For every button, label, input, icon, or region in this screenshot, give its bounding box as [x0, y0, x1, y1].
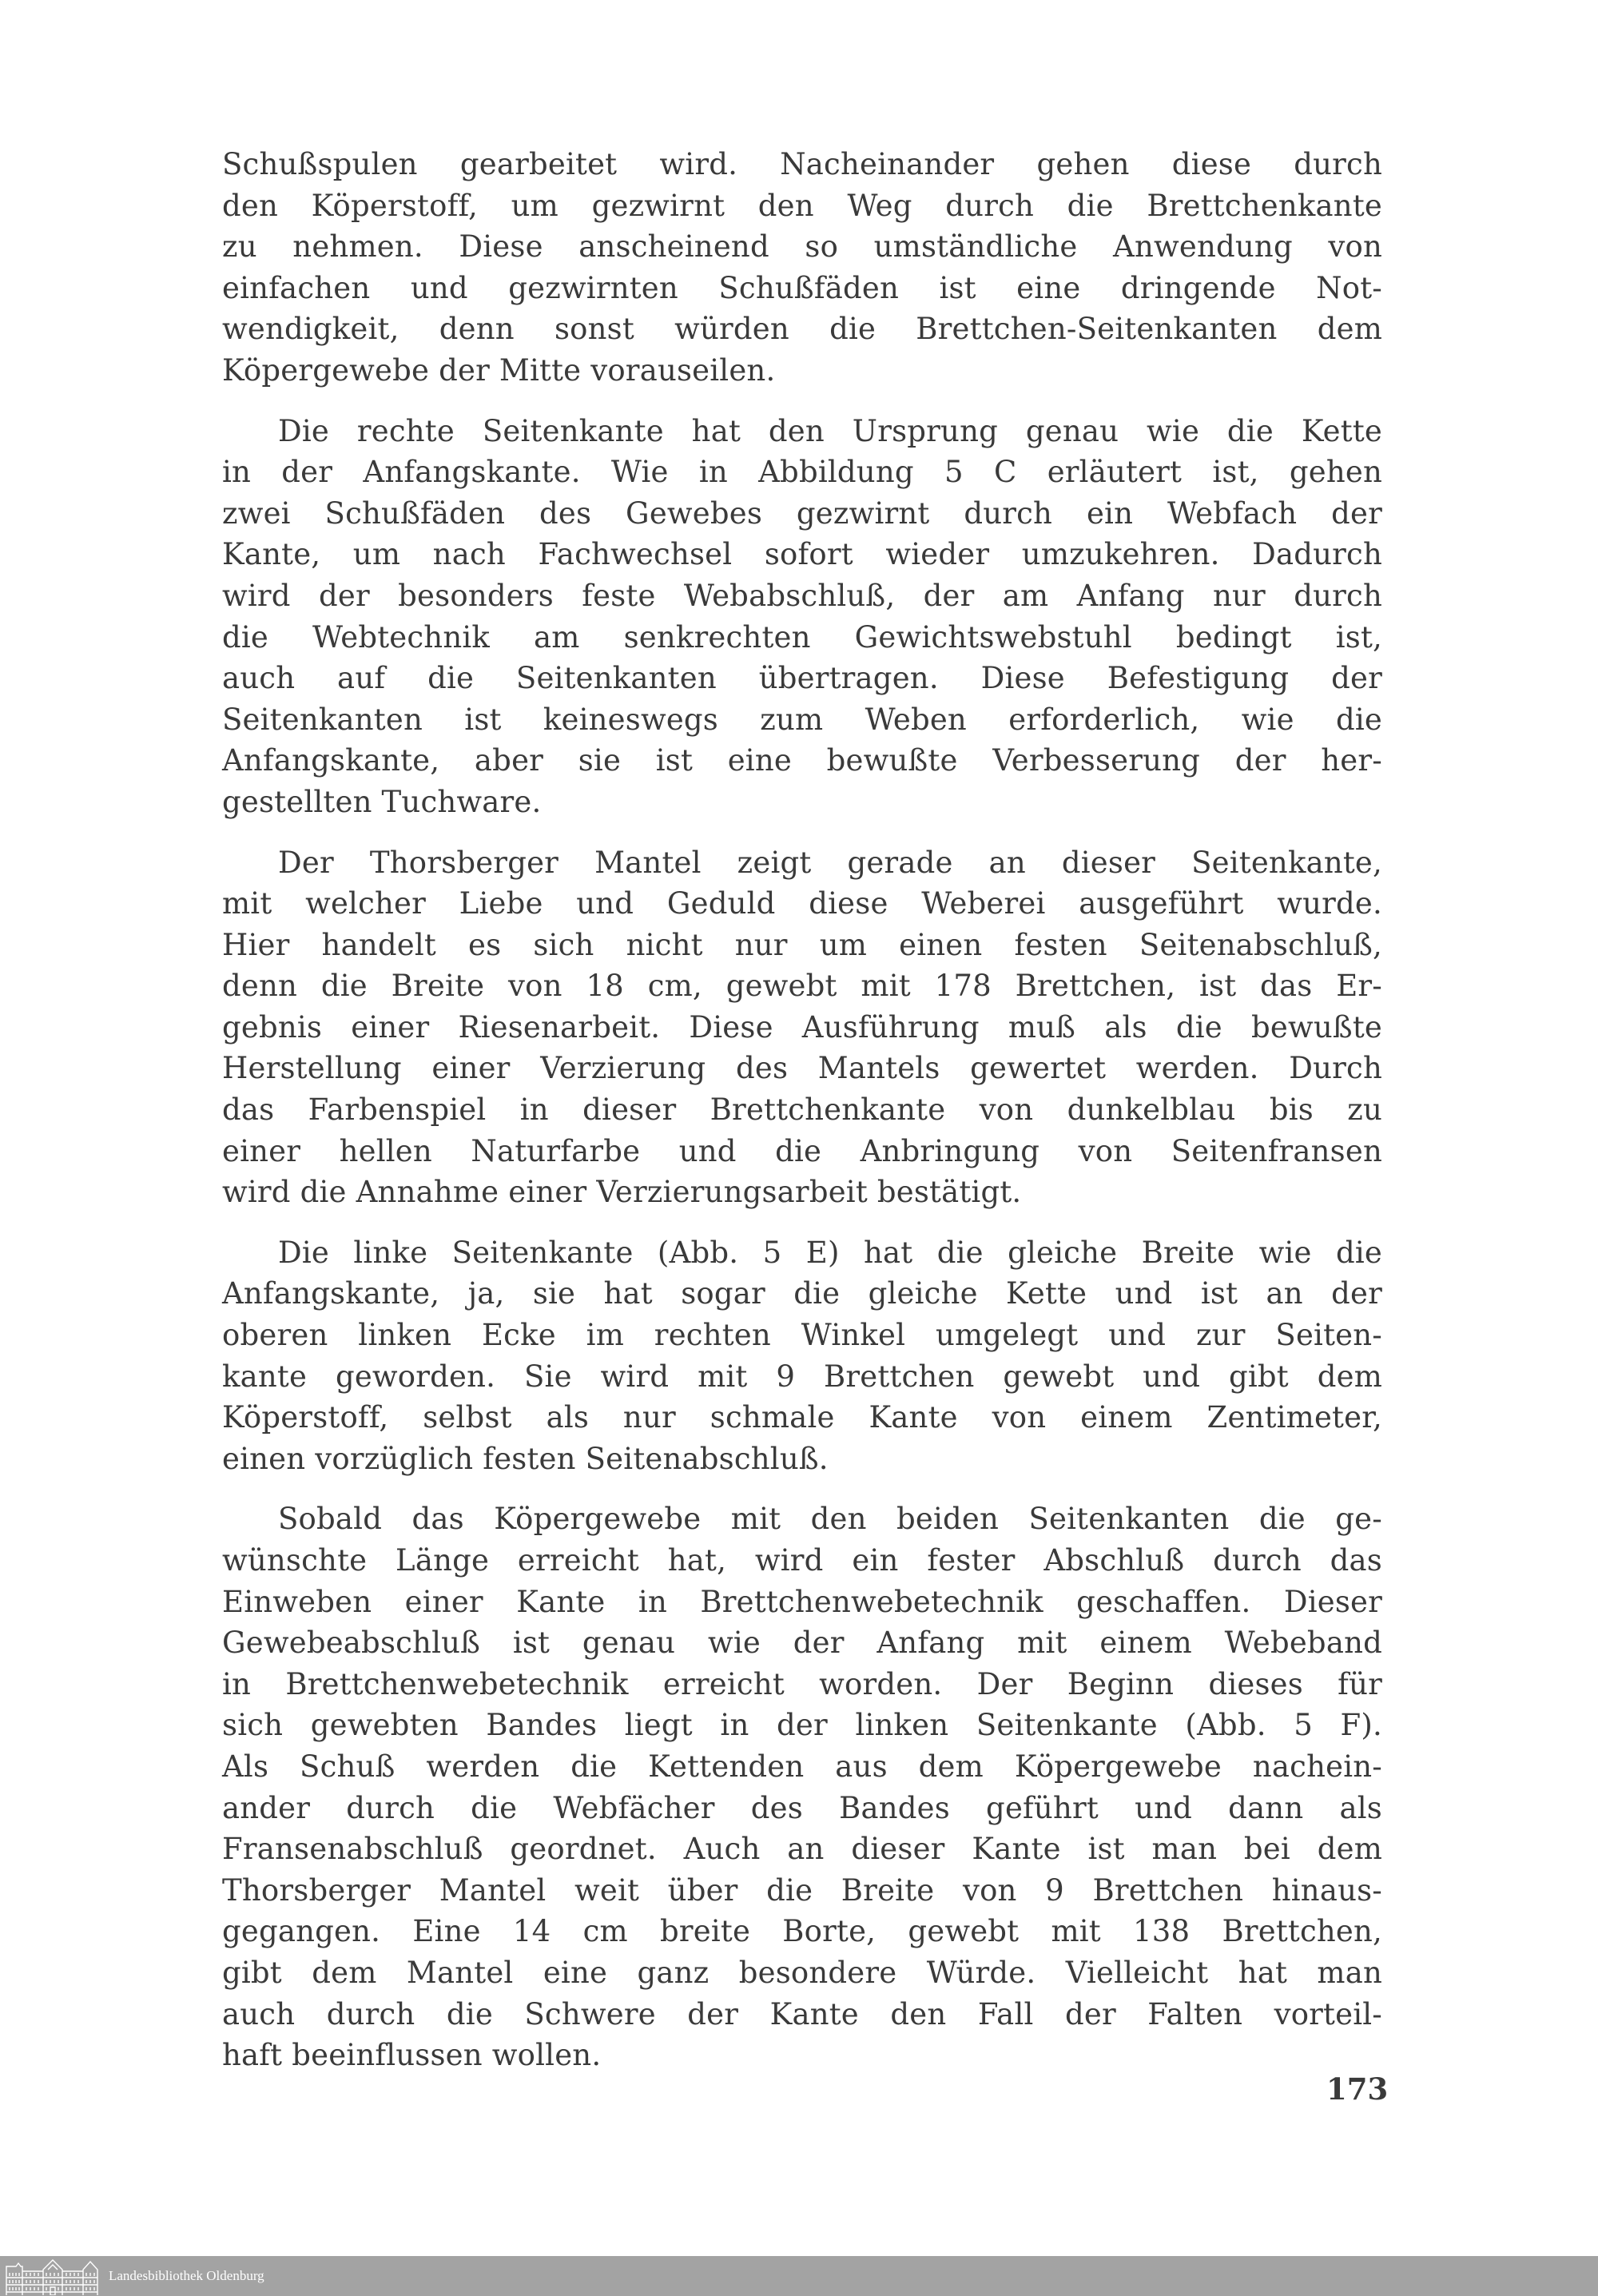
text-line: Sobald das Köpergewebe mit den beiden Seitenkanten die ge-: [278, 1502, 1382, 1537]
text-line: Gewebeabschluß ist genau wie der Anfang mit einem Webeband: [222, 1626, 1382, 1661]
text-line: oberen linken Ecke im rechten Winkel umgelegt und zur Seiten-: [222, 1318, 1382, 1353]
text-line: Anfangskante, aber sie ist eine bewußte Verbesserung der her-: [222, 743, 1382, 778]
text-line: Als Schuß werden die Kettenden aus dem Köpergewebe nachein-: [222, 1749, 1382, 1784]
text-line: einfachen und gezwirnten Schußfäden ist eine dringende Not-: [222, 270, 1382, 305]
text-line: in der Anfangskante. Wie in Abbildung 5 C erläutert ist, gehen: [222, 455, 1382, 490]
text-line: Köperstoff, selbst als nur schmale Kante von einem Zentimeter,: [222, 1400, 1382, 1435]
text-line: wünschte Länge erreicht hat, wird ein fester Abschluß durch das: [222, 1543, 1382, 1578]
text-line: kante geworden. Sie wird mit 9 Brettchen gewebt und gibt dem: [222, 1359, 1382, 1394]
text-line: wird der besonders feste Webabschluß, der am Anfang nur durch: [222, 578, 1382, 613]
library-name: Landesbibliothek Oldenburg: [109, 2268, 264, 2283]
text-line: das Farbenspiel in dieser Brettchenkante von dunkelblau bis zu: [222, 1092, 1382, 1128]
paragraph: [222, 411, 1382, 823]
paragraph-gap: [222, 1213, 1382, 1232]
text-line: die Webtechnik am senkrechten Gewichtswebstuhl bedingt ist,: [222, 619, 1382, 655]
text-line: gestellten Tuchware.: [222, 784, 542, 819]
text-line: ander durch die Webfächer des Bandes geführt und dann als: [222, 1790, 1382, 1825]
text-line: Köpergewebe der Mitte vorauseilen.: [222, 352, 776, 388]
text-line: einer hellen Naturfarbe und die Anbringung von Seitenfransen: [222, 1133, 1382, 1168]
text-line: gebnis einer Riesenarbeit. Diese Ausführung muß als die bewußte: [222, 1009, 1382, 1045]
text-line: in Brettchenwebetechnik erreicht worden. Der Beginn dieses für: [222, 1666, 1382, 1701]
text-line: gegangen. Eine 14 cm breite Borte, gewebt mit 138 Brettchen,: [222, 1914, 1382, 1949]
text-line: sich gewebten Bandes liegt in der linken Seitenkante (Abb. 5 F).: [222, 1708, 1382, 1743]
text-line: Hier handelt es sich nicht nur um einen festen Seitenabschluß,: [222, 927, 1382, 962]
text-line: Herstellung einer Verzierung des Mantels gewertet werden. Durch: [222, 1051, 1382, 1086]
text-line: Anfangskante, ja, sie hat sogar die gleiche Kette und ist an der: [222, 1276, 1382, 1311]
text-line: Der Thorsberger Mantel zeigt gerade an dieser Seitenkante,: [278, 845, 1382, 880]
text-line: Die rechte Seitenkante hat den Ursprung genau wie die Kette: [278, 413, 1382, 448]
text-line: wendigkeit, denn sonst würden die Brettchen-Seitenkanten dem: [222, 312, 1382, 347]
paragraph: [222, 144, 1382, 392]
text-line: Seitenkanten ist keineswegs zum Weben erforderlich, wie die: [222, 702, 1382, 737]
text-line: wird die Annahme einer Verzierungsarbeit bestätigt.: [222, 1175, 1022, 1210]
text-line: Thorsberger Mantel weit über die Breite von 9 Brettchen hinaus-: [222, 1872, 1382, 1908]
text-line: den Köperstoff, um gezwirnt den Weg durch die Brettchenkante: [222, 188, 1382, 223]
text-line: denn die Breite von 18 cm, gewebt mit 178 Brettchen, ist das Er-: [222, 969, 1382, 1004]
paragraph: [222, 1232, 1382, 1480]
body-text: [222, 144, 1382, 2076]
library-building-icon: [5, 2258, 99, 2295]
text-line: auch durch die Schwere der Kante den Fall der Falten vorteil-: [222, 1996, 1382, 2031]
text-line: gibt dem Mantel eine ganz besondere Würde. Vielleicht hat man: [222, 1955, 1382, 1990]
text-line: zu nehmen. Diese anscheinend so umständliche Anwendung von: [222, 229, 1382, 265]
text-line: haft beeinflussen wollen.: [222, 2038, 602, 2073]
paragraph: [222, 842, 1382, 1213]
paragraph-gap: [222, 392, 1382, 411]
text-line: Kante, um nach Fachwechsel sofort wieder umzukehren. Dadurch: [222, 537, 1382, 572]
paragraph-gap: [222, 1479, 1382, 1498]
text-line: einen vorzüglich festen Seitenabschluß.: [222, 1441, 829, 1476]
text-line: Einweben einer Kante in Brettchenwebetechnik geschaffen. Dieser: [222, 1584, 1382, 1619]
footer-bar: [0, 2256, 1598, 2296]
text-line: zwei Schußfäden des Gewebes gezwirnt durch ein Webfach der: [222, 495, 1382, 531]
text-line: Fransenabschluß geordnet. Auch an dieser Kante ist man bei dem: [222, 1832, 1382, 1867]
text-line: mit welcher Liebe und Geduld diese Weberei ausgeführt wurde.: [222, 886, 1382, 921]
paragraph-gap: [222, 823, 1382, 842]
text-line: auch auf die Seitenkanten übertragen. Diese Befestigung der: [222, 661, 1382, 696]
text-line: Die linke Seitenkante (Abb. 5 E) hat die gleiche Breite wie die: [278, 1235, 1382, 1270]
text-line: Schußspulen gearbeitet wird. Nacheinander gehen diese durch: [222, 147, 1382, 181]
paragraph: [222, 1498, 1382, 2075]
page-number: 173: [1326, 2071, 1389, 2107]
